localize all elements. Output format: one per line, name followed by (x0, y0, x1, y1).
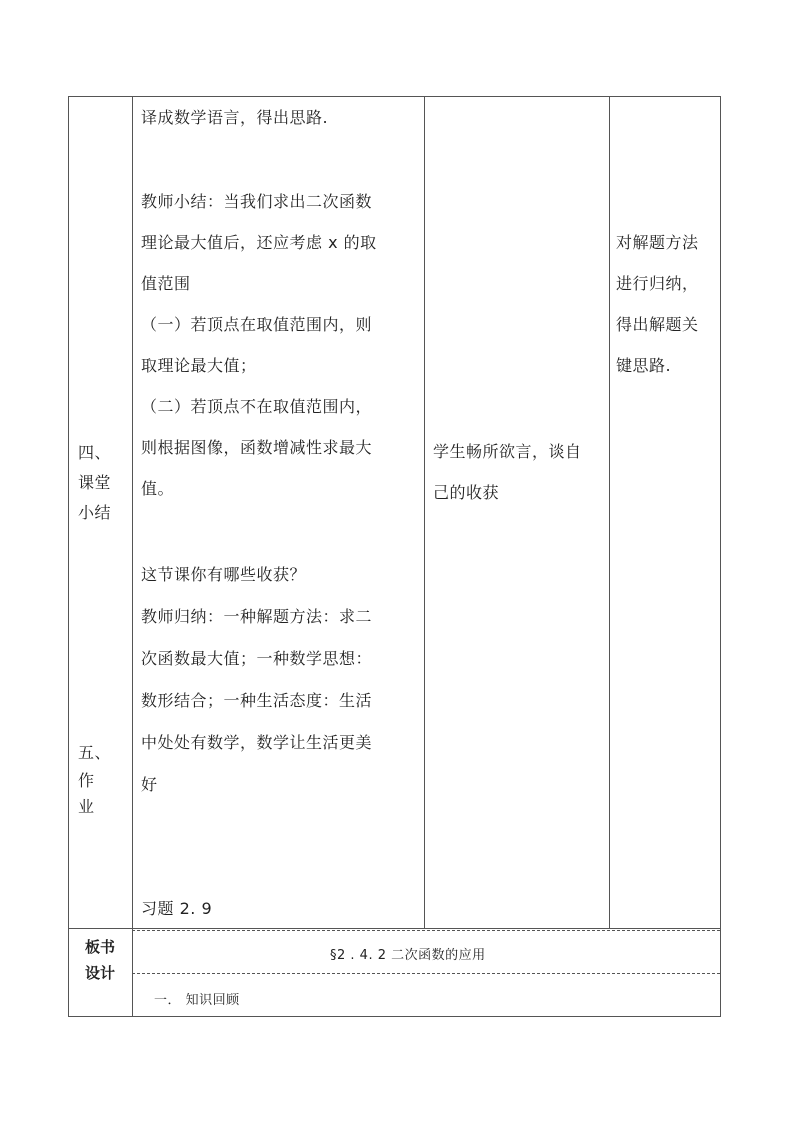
board-item-1: 一． 知识回顾 (154, 993, 240, 1008)
board-title-box-bottom (132, 973, 720, 974)
intent-line-4: 键思路. (616, 356, 672, 375)
teacher-line-5: 值范围 (141, 274, 191, 293)
section-5-number: 五、 (78, 743, 112, 762)
column-divider-2 (424, 96, 425, 928)
teacher-line-3: 教师小结：当我们求出二次函数 (141, 192, 373, 211)
intent-line-1: 对解题方法 (616, 233, 699, 252)
section-5-label-line1: 作 (78, 771, 95, 790)
teacher-line-16: 中处处有数学，数学让生活更美 (141, 733, 373, 752)
teacher-line-13: 教师归纳：一种解题方法：求二 (141, 607, 373, 626)
column-divider-1 (132, 96, 133, 1017)
section-4-number: 四、 (78, 443, 112, 462)
board-title-box-top (132, 930, 720, 931)
board-label-line1: 板书 (85, 938, 116, 956)
intent-line-3: 得出解题关 (616, 315, 699, 334)
teacher-line-10: 值。 (141, 479, 175, 498)
teacher-line-14: 次函数最大值；一种数学思想： (141, 649, 373, 668)
teacher-line-15: 数形结合；一种生活态度：生活 (141, 691, 373, 710)
student-line-2: 己的收获 (433, 483, 500, 502)
teacher-line-4: 理论最大值后，还应考虑 x 的取 (141, 233, 377, 252)
table-bottom-border (68, 1016, 721, 1017)
section-4-label-line2: 小结 (78, 503, 112, 522)
teacher-line-6: （一）若顶点在取值范围内，则 (141, 315, 373, 334)
teacher-line-8: （二）若顶点不在取值范围内， (141, 397, 373, 416)
column-divider-3 (609, 96, 610, 928)
section-5-label-line2: 业 (78, 797, 95, 816)
student-line-1: 学生畅所欲言，谈自 (433, 442, 582, 461)
board-title-box-right (720, 930, 721, 973)
teacher-line-12: 这节课你有哪些收获？ (141, 565, 307, 584)
intent-line-2: 进行归纳， (616, 274, 699, 293)
section-4-label-line1: 课堂 (78, 473, 112, 492)
board-title: §2 . 4. 2 二次函数的应用 (330, 948, 486, 963)
board-label-line2: 设计 (85, 964, 116, 982)
teacher-line-17: 好 (141, 775, 158, 794)
teacher-line-7: 取理论最大值； (141, 356, 257, 375)
homework-text: 习题 2. 9 (141, 899, 213, 918)
teacher-line-9: 则根据图像，函数增减性求最大 (141, 438, 373, 457)
table-right-border (720, 96, 721, 1017)
table-left-border (68, 96, 69, 1017)
teacher-line-1: 译成数学语言，得出思路. (141, 108, 329, 127)
